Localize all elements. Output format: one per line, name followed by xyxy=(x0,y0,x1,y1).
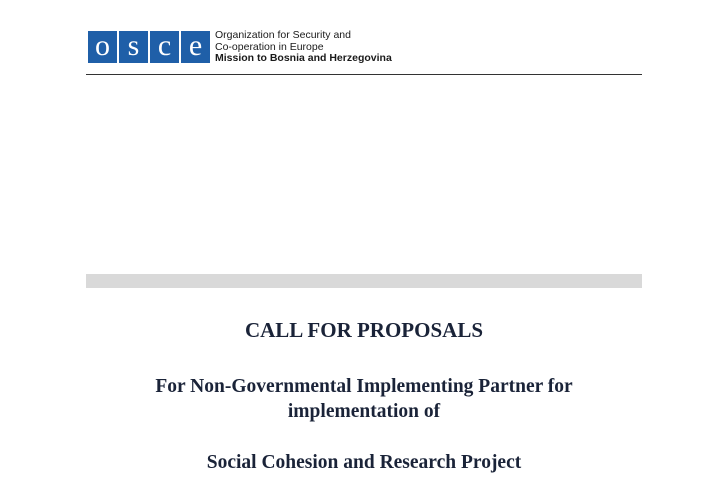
logo-letter-c: c xyxy=(150,31,179,63)
project-title: Social Cohesion and Research Project xyxy=(206,452,522,473)
logo-letter-e: e xyxy=(181,31,210,63)
osce-logo xyxy=(88,30,392,65)
document-heading: CALL FOR PROPOSALS xyxy=(244,318,484,342)
org-line-2: Co-operation in Europe xyxy=(215,40,324,53)
header-divider xyxy=(86,74,642,75)
mission-name: Mission to Bosnia and Herzegovina xyxy=(215,52,392,64)
organization-name xyxy=(215,30,392,65)
osce-letter-blocks xyxy=(88,31,210,63)
logo-letter-s: s xyxy=(119,31,148,63)
title-block xyxy=(86,316,642,475)
subtitle-line-2: implementation of xyxy=(287,401,441,422)
org-line-1: Organization for Security and xyxy=(215,29,351,41)
grey-separator-band xyxy=(86,274,642,288)
logo-letter-o: o xyxy=(88,31,117,63)
subtitle-line-1: For Non-Governmental Implementing Partner for xyxy=(155,376,573,397)
document-subtitle xyxy=(86,374,642,424)
